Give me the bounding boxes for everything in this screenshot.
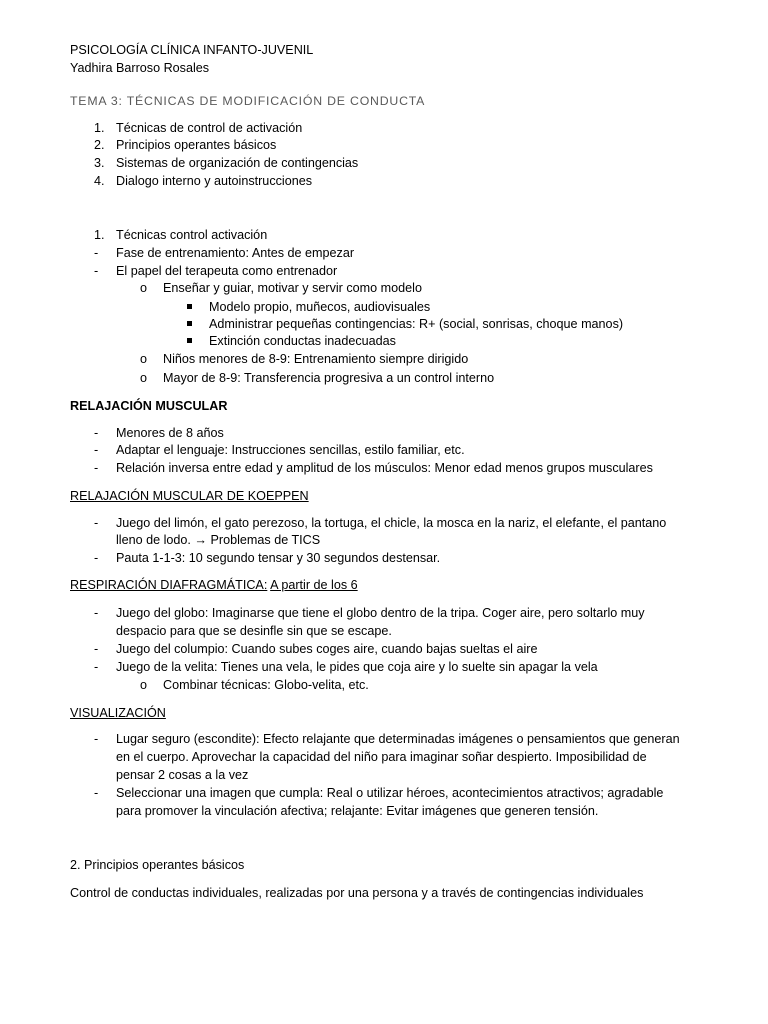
- toc-number: 2.: [94, 138, 105, 152]
- list-item-text: Lugar seguro (escondite): Efecto relajante que determinadas imágenes o pensamientos que generan: [116, 732, 680, 746]
- dash-bullet: -: [94, 516, 99, 530]
- list-item-continuation: para promover la vinculación afectiva; relajante: Evitar imágenes que generen tensión.: [116, 804, 599, 818]
- dash-bullet: -: [94, 264, 99, 278]
- list-item-text: El papel del terapeuta como entrenador: [116, 264, 338, 278]
- list-item-text: Juego del columpio: Cuando subes coges aire, cuando bajas sueltas el aire: [116, 642, 538, 656]
- circle-bullet: o: [140, 371, 148, 385]
- list-item-continuation: pensar 2 cosas a la vez: [116, 768, 249, 782]
- dash-bullet: -: [94, 443, 99, 457]
- square-bullet: [187, 338, 192, 343]
- section-heading-subtitle: A partir de los 6: [270, 578, 358, 592]
- dash-bullet: -: [94, 642, 99, 656]
- toc-text: Principios operantes básicos: [116, 138, 277, 152]
- sub-list-item-text: Mayor de 8-9: Transferencia progresiva a un control interno: [163, 371, 495, 385]
- list-item-continuation: despacio para que se desinfle sin que se escape.: [116, 624, 392, 638]
- course-title: PSICOLOGÍA CLÍNICA INFANTO-JUVENIL: [70, 43, 314, 57]
- dash-bullet: -: [94, 732, 99, 746]
- section-heading: RELAJACIÓN MUSCULAR DE KOEPPEN: [70, 489, 309, 503]
- list-item-text: Juego del limón, el gato perezoso, la tortuga, el chicle, la mosca en la nariz, el elefante, el pantano: [116, 516, 667, 530]
- circle-bullet: o: [140, 678, 148, 692]
- dash-bullet: -: [94, 246, 99, 260]
- square-bullet: [187, 304, 192, 309]
- dash-bullet: -: [94, 660, 99, 674]
- paragraph: Control de conductas individuales, realizadas por una persona y a través de contingencias individuales: [70, 886, 644, 900]
- list-item-text: Seleccionar una imagen que cumpla: Real o utilizar héroes, acontecimientos atractivos; agradable: [116, 786, 664, 800]
- dash-bullet: -: [94, 786, 99, 800]
- toc-number: 1.: [94, 121, 105, 135]
- section-heading: [70, 577, 358, 593]
- sub-list-item-text: Combinar técnicas: Globo-velita, etc.: [163, 678, 369, 692]
- list-item-text: Juego del globo: Imaginarse que tiene el globo dentro de la tripa. Coger aire, pero soltarlo muy: [116, 606, 645, 620]
- section-title: 2. Principios operantes básicos: [70, 858, 245, 872]
- list-item-text: Pauta 1-1-3: 10 segundo tensar y 30 segundos destensar.: [116, 551, 441, 565]
- section-heading: RELAJACIÓN MUSCULAR: [70, 399, 228, 413]
- square-list-item-text: Modelo propio, muñecos, audiovisuales: [209, 300, 431, 314]
- list-item-continuation: en el cuerpo. Aprovechar la capacidad del niño para imaginar soñar despierto. Imposibilidad de: [116, 750, 647, 764]
- circle-bullet: o: [140, 281, 148, 295]
- square-list-item-text: Extinción conductas inadecuadas: [209, 334, 396, 348]
- toc-text: Dialogo interno y autoinstrucciones: [116, 174, 313, 188]
- list-item-continuation: lleno de lodo. → Problemas de TICS: [116, 533, 321, 547]
- list-item-text: Juego de la velita: Tienes una vela, le pides que coja aire y lo suelte sin apagar la vela: [116, 660, 598, 674]
- sub-list-item-text: Niños menores de 8-9: Entrenamiento siempre dirigido: [163, 352, 469, 366]
- sub-list-item-text: Enseñar y guiar, motivar y servir como modelo: [163, 281, 422, 295]
- toc-number: 3.: [94, 156, 105, 170]
- list-item-text: Relación inversa entre edad y amplitud de los músculos: Menor edad menos grupos musculares: [116, 461, 653, 475]
- section-heading-title: RESPIRACIÓN DIAFRAGMÁTICA:: [70, 578, 268, 592]
- dash-bullet: -: [94, 426, 99, 440]
- tema-heading: TEMA 3: TÉCNICAS DE MODIFICACIÓN DE CONDUCTA: [70, 94, 426, 108]
- list-item-text: Menores de 8 años: [116, 426, 224, 440]
- toc-text: Sistemas de organización de contingencias: [116, 156, 359, 170]
- list-item-text: Adaptar el lenguaje: Instrucciones sencillas, estilo familiar, etc.: [116, 443, 465, 457]
- circle-bullet: o: [140, 352, 148, 366]
- list-item-text: Fase de entrenamiento: Antes de empezar: [116, 246, 355, 260]
- dash-bullet: -: [94, 606, 99, 620]
- section-title: Técnicas control activación: [116, 228, 268, 242]
- dash-bullet: -: [94, 551, 99, 565]
- toc-text: Técnicas de control de activación: [116, 121, 303, 135]
- toc-number: 4.: [94, 174, 105, 188]
- square-list-item-text: Administrar pequeñas contingencias: R+ (social, sonrisas, choque manos): [209, 317, 624, 331]
- dash-bullet: -: [94, 461, 99, 475]
- square-bullet: [187, 321, 192, 326]
- section-heading: VISUALIZACIÓN: [70, 706, 166, 720]
- section-number: 1.: [94, 228, 105, 242]
- author-name: Yadhira Barroso Rosales: [70, 61, 210, 75]
